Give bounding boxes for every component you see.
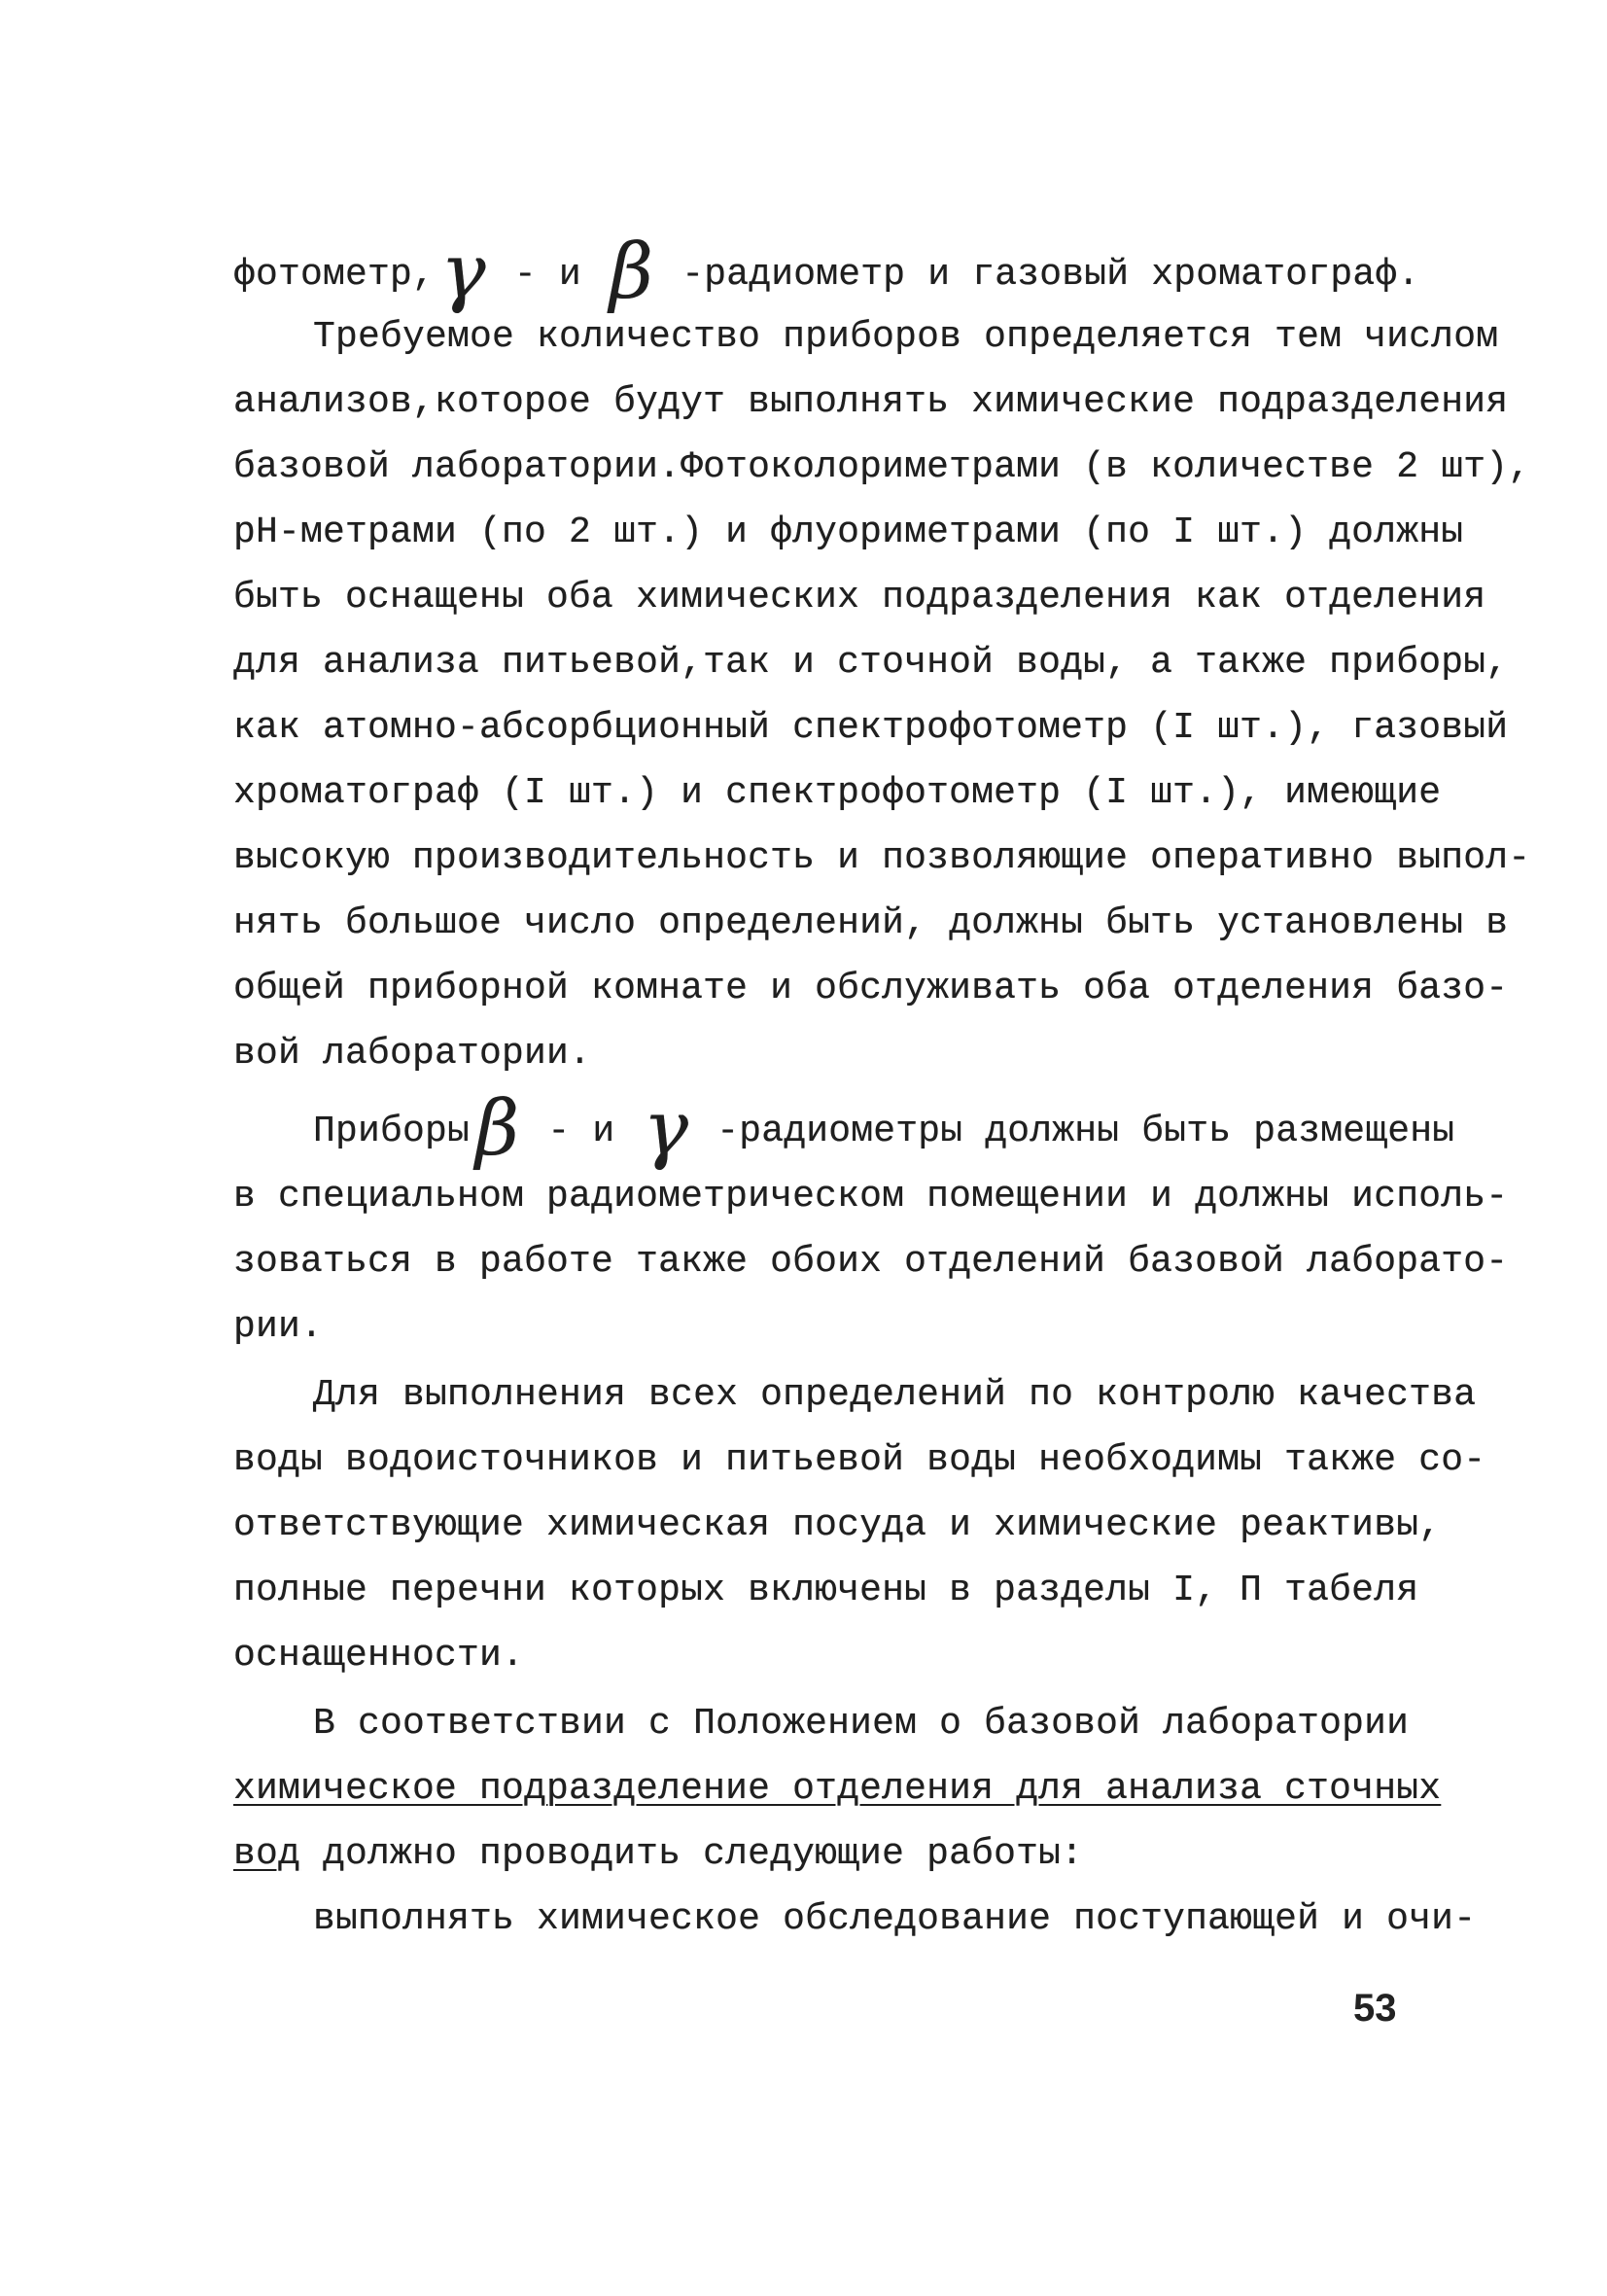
text-line-25 [233,1830,1380,1879]
text-line-2: Требуемое количество приборов определяется тем числом [313,316,1499,358]
text-line-20: ответствующие химическая посуда и химические реактивы, [233,1504,1442,1546]
text-fragment: -радиометр и газовый хроматограф. [659,254,1420,296]
underlined-word: вод [233,1833,301,1875]
text-fragment: -радиометры должны быть размещены [694,1111,1455,1152]
text-line-17: рии. [233,1306,324,1348]
text-line-13: вой лаборатории. [233,1033,592,1075]
text-line-15: в специальном радиометрическом помещении и должны исполь- [233,1176,1509,1218]
beta-symbol: β [609,229,654,316]
gamma-symbol: γ [643,1085,689,1173]
text-fragment: фотометр, [233,254,436,296]
text-line-22: оснащенности. [233,1635,525,1677]
text-line-12: общей приборной комнате и обслуживать оба отделения базо- [233,968,1509,1009]
text-fragment: должно проводить следующие работы: [300,1833,1084,1875]
text-line-24: химическое подразделение отделения для анализа сточных [233,1768,1442,1810]
text-line-19: воды водоисточников и питьевой воды необходимы также со- [233,1439,1486,1481]
text-line-3: анализов,которое будут выполнять химические подразделения [233,381,1509,423]
text-line-11: нять большое число определений, должны быть установлены в [233,902,1509,944]
beta-symbol: β [475,1085,520,1173]
gamma-symbol: γ [440,229,486,316]
text-fragment: - и [491,254,604,296]
text-fragment: Приборы [313,1111,471,1152]
text-fragment: - и [525,1111,638,1152]
page-number: 53 [1353,1987,1397,2030]
text-line-26: выполнять химическое обследование поступающей и очи- [313,1898,1477,1940]
text-line-10: высокую производительность и позволяющие оперативно выпол- [233,837,1531,879]
text-line-14 [313,1085,1460,1173]
text-line-23: В соответствии с Положением о базовой лаборатории [313,1703,1410,1745]
text-line-1 [233,229,1420,316]
text-line-7: для анализа питьевой,так и сточной воды, а также приборы, [233,642,1509,684]
text-line-21: полные перечни которых включены в разделы I, П табеля [233,1570,1419,1611]
text-line-5: pH-метрами (по 2 шт.) и флуориметрами (по I шт.) должны [233,512,1464,553]
text-line-16: зоваться в работе также обоих отделений базовой лаборато- [233,1241,1509,1283]
text-line-6: быть оснащены оба химических подразделения как отделения [233,577,1486,618]
text-line-8: как атомно-абсорбционный спектрофотометр (I шт.), газовый [233,707,1509,749]
text-line-4: базовой лаборатории.Фотоколориметрами (в количестве 2 шт), [233,446,1531,488]
text-line-9: хроматограф (I шт.) и спектрофотометр (I шт.), имеющие [233,772,1442,814]
text-line-18: Для выполнения всех определений по контролю качества [313,1374,1477,1416]
